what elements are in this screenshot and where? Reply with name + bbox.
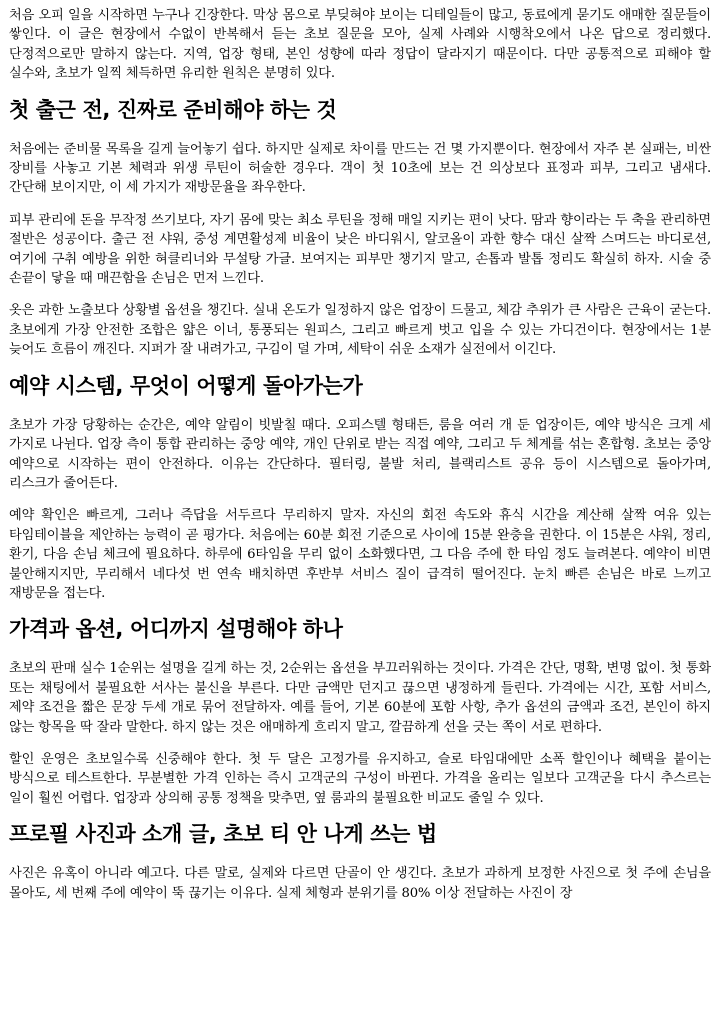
paragraph: 처음에는 준비물 목록을 길게 늘어놓기 쉽다. 하지만 실제로 차이를 만드는 건 몇 가지뿐이다. 현장에서 자주 본 실패는, 비싼 장비를 사놓고 기본 체력과 위생 루틴이 허술한 경우다. 객이 첫 10초에 보는 건 의상보다 표정과 피부, 그리고 냄새다. 간단해 보이지만, 이 세 가지가 재방문율을 좌우한다. — [9, 141, 711, 196]
paragraph: 옷은 과한 노출보다 상황별 옵션을 챙긴다. 실내 온도가 일정하지 않은 업장이 드물고, 체감 추위가 큰 사람은 근육이 굳는다. 초보에게 가장 안전한 조합은 얇은 이너, 통풍되는 원피스, 그리고 빠르게 벗고 입을 수 있는 가디건이다. 현장에서는 1분 늦어도 흐름이 깨진다. 지퍼가 잘 내려가고, 구김이 덜 가며, 세탁이 쉬운 소재가 실전에서 이긴다. — [9, 303, 711, 358]
paragraph: 초보가 가장 당황하는 순간은, 예약 알림이 빗발칠 때다. 오피스텔 형태든, 룸을 여러 개 둔 업장이든, 예약 방식은 크게 세 가지로 나뉜다. 업장 측이 통합 관리하는 중앙 예약, 개인 단위로 받는 직접 예약, 그리고 두 체계를 섞는 혼합형. 초보는 중앙 예약으로 시작하는 편이 안전하다. 이유는 간단하다. 필터링, 불발 처리, 블랙리스트 공유 등이 시스템으로 돌아가며, 리스크가 줄어든다. — [9, 417, 711, 491]
section-heading-reservation: 예약 시스템, 무엇이 어떻게 돌아가는가 — [9, 373, 363, 398]
paragraph: 사진은 유혹이 아니라 예고다. 다른 말로, 실제와 다르면 단골이 안 생긴다. 초보가 과하게 보정한 사진으로 첫 주에 손님을 몰아도, 세 번째 주에 예약이 뚝 끊기는 이유다. 실제 체형과 분위기를 80% 이상 전달하는 사진이 장 — [9, 866, 711, 901]
section-heading-profile: 프로필 사진과 소개 글, 초보 티 안 나게 쓰는 법 — [9, 822, 437, 847]
paragraph: 초보의 판매 실수 1순위는 설명을 길게 하는 것, 2순위는 옵션을 부끄러워하는 것이다. 가격은 간단, 명확, 변명 없이. 첫 통화 또는 채팅에서 불필요한 서사는 불신을 부른다. 다만 금액만 던지고 끊으면 냉정하게 들린다. 가격에는 시간, 포함 서비스, 제약 조건을 짧은 문장 두세 개로 묶어 전달하자. 예를 들어, 기본 60분에 포함 사항, 추가 옵션의 금액과 조건, 본인이 하지 않는 항목을 딱 잘라 말한다. 하지 않는 것은 애매하게 흐리지 말고, 깔끔하게 선을 긋는 쪽이 서로 편하다. — [9, 661, 711, 735]
paragraph: 할인 운영은 초보일수록 신중해야 한다. 첫 두 달은 고정가를 유지하고, 슬로 타임대에만 소폭 할인이나 혜택을 붙이는 방식으로 테스트한다. 무분별한 가격 인하는 즉시 고객군의 구성이 바뀐다. 가격을 올리는 일보다 고객군을 다시 추스르는 일이 훨씬 어렵다. 업장과 상의해 공통 정책을 맞추면, 옆 룸과의 불필요한 비교도 줄일 수 있다. — [9, 751, 711, 806]
paragraph: 예약 확인은 빠르게, 그러나 즉답을 서두르다 무리하지 말자. 자신의 회전 속도와 휴식 시간을 계산해 살짝 여유 있는 타임테이블을 제안하는 능력이 곧 평가다. 처음에는 60분 회전 기준으로 사이에 15분 완충을 권한다. 이 15분은 샤워, 정리, 환기, 다음 손님 체크에 필요하다. 하루에 6타임을 무리 없이 소화했다면, 그 다음 주에 한 타임 정도 늘려본다. 예약이 비면 불안해지지만, 무리해서 네다섯 번 연속 배치하면 후반부 서비스 질이 급격히 떨어진다. 눈치 빠른 손님은 바로 느끼고 재방문을 접는다. — [9, 508, 711, 601]
section-heading-preparation: 첫 출근 전, 진짜로 준비해야 하는 것 — [9, 97, 337, 122]
intro-paragraph: 처음 오피 일을 시작하면 누구나 긴장한다. 막상 몸으로 부딪혀야 보이는 디테일들이 많고, 동료에게 묻기도 애매한 질문들이 쌓인다. 이 글은 현장에서 수없이 반복해서 듣는 초보 질문을 모아, 실제 사례와 시행착오에서 나온 답으로 정리했다. 단정적으로만 말하지 않는다. 지역, 업장 형태, 본인 성향에 따라 정답이 달라지기 때문이다. 다만 공통적으로 피해야 할 실수와, 초보가 일찍 체득하면 유리한 원칙은 분명히 있다. — [9, 8, 711, 82]
paragraph: 피부 관리에 돈을 무작정 쓰기보다, 자기 몸에 맞는 최소 루틴을 정해 매일 지키는 편이 낫다. 땀과 향이라는 두 축을 관리하면 절반은 성공이다. 출근 전 샤워, 중성 계면활성제 비율이 낮은 바디워시, 알코올이 과한 향수 대신 살짝 스며드는 바디로션, 여기에 구취 예방을 위한 혀클리너와 무설탕 가글. 보여지는 피부만 챙기지 말고, 손톱과 발톱 정리도 확실히 하자. 시술 중 손끝이 닿을 때 매끈함을 손님은 먼저 느낀다. — [9, 212, 711, 287]
section-heading-pricing: 가격과 옵션, 어디까지 설명해야 하나 — [9, 617, 343, 642]
